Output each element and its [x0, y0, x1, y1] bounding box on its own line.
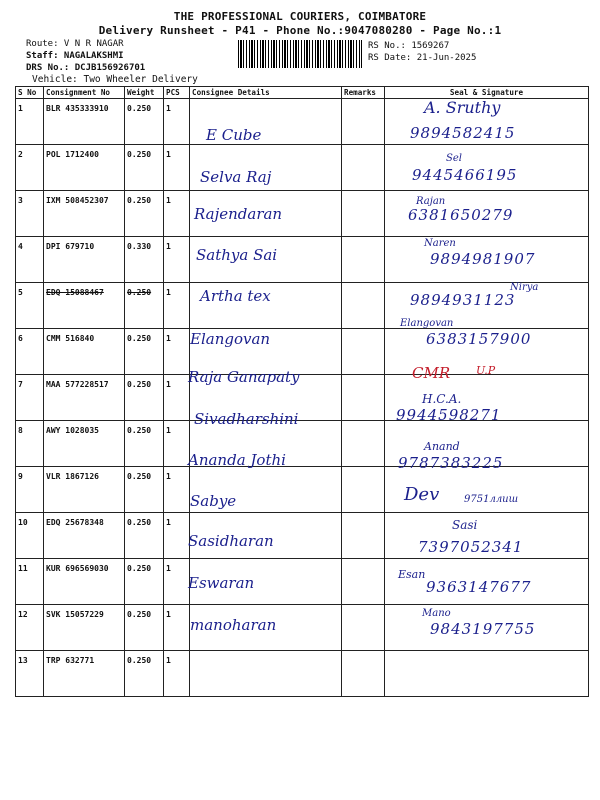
cell-remarks	[342, 421, 385, 467]
cell-pcs: 1	[164, 513, 190, 559]
cell-consignment: EDQ 15088467	[44, 283, 125, 329]
cell-remarks	[342, 145, 385, 191]
cell-pcs: 1	[164, 605, 190, 651]
cell-sno: 4	[16, 237, 44, 283]
cell-sno: 2	[16, 145, 44, 191]
cell-weight: 0.330	[125, 237, 164, 283]
handwritten-signature: Naren	[424, 238, 456, 249]
cell-remarks	[342, 283, 385, 329]
cell-remarks	[342, 605, 385, 651]
handwritten-signature: Sel	[446, 153, 462, 164]
handwritten-name: Sivadharshini	[194, 410, 299, 428]
handwritten-signature: U.P	[476, 364, 496, 377]
cell-sno: 11	[16, 559, 44, 605]
cell-pcs: 1	[164, 651, 190, 697]
cell-weight: 0.250	[125, 283, 164, 329]
col-header-signature: Seal & Signature	[385, 87, 589, 99]
handwritten-phone: 9787383225	[398, 454, 504, 472]
handwritten-name: Sasidharan	[188, 532, 274, 550]
cell-weight: 0.250	[125, 99, 164, 145]
handwritten-phone: 9751ллиш	[464, 494, 519, 505]
handwritten-name: Ananda Jothi	[188, 451, 286, 469]
cell-pcs: 1	[164, 99, 190, 145]
cell-consignment: SVK 15057229	[44, 605, 125, 651]
handwritten-name: Raja Ganapaty	[188, 368, 300, 386]
handwritten-name: Elangovan	[190, 330, 271, 348]
handwritten-phone: 9894981907	[430, 250, 536, 268]
table-row	[16, 467, 589, 513]
cell-weight: 0.250	[125, 605, 164, 651]
cell-consignment: VLR 1867126	[44, 467, 125, 513]
cell-weight: 0.250	[125, 421, 164, 467]
handwritten-signature: H.C.A.	[422, 392, 462, 406]
cell-pcs: 1	[164, 145, 190, 191]
cell-pcs: 1	[164, 375, 190, 421]
cell-weight: 0.250	[125, 145, 164, 191]
table-header-row	[16, 87, 589, 99]
handwritten-signature: CMR	[412, 364, 451, 382]
handwritten-phone: 6381650279	[408, 206, 514, 224]
cell-consignment: IXM 508452307	[44, 191, 125, 237]
drs-number: DRS No.: DCJB156926701	[26, 63, 146, 73]
cell-pcs: 1	[164, 237, 190, 283]
cell-weight: 0.250	[125, 375, 164, 421]
cell-consignment: MAA 577228517	[44, 375, 125, 421]
handwritten-signature: Mano	[422, 608, 451, 619]
company-title: THE PROFESSIONAL COURIERS, COIMBATORE	[173, 10, 427, 23]
handwritten-signature: A. Sruthy	[424, 98, 501, 117]
handwritten-signature: Elangovan	[400, 318, 454, 329]
cell-sno: 13	[16, 651, 44, 697]
cell-remarks	[342, 191, 385, 237]
handwritten-signature: Dev	[404, 484, 440, 505]
col-header-weight: Weight	[125, 87, 164, 99]
handwritten-name: manoharan	[190, 616, 277, 634]
handwritten-phone: 6383157900	[426, 330, 532, 348]
handwritten-signature: Anand	[424, 440, 460, 453]
cell-consignment: AWY 1028035	[44, 421, 125, 467]
col-header-pcs: PCS	[164, 87, 190, 99]
cell-remarks	[342, 329, 385, 375]
cell-remarks	[342, 237, 385, 283]
cell-signature	[385, 651, 589, 697]
cell-sno: 12	[16, 605, 44, 651]
cell-weight: 0.250	[125, 467, 164, 513]
cell-sno: 7	[16, 375, 44, 421]
handwritten-phone: 9363147677	[426, 578, 532, 596]
col-header-consignment: Consignment No	[44, 87, 125, 99]
rs-date: RS Date: 21-Jun-2025	[368, 53, 477, 63]
cell-sno: 6	[16, 329, 44, 375]
handwritten-phone: 9944598271	[396, 406, 502, 424]
table-row	[16, 651, 589, 697]
cell-consignment: BLR 435333910	[44, 99, 125, 145]
cell-remarks	[342, 99, 385, 145]
rs-number: RS No.: 1569267	[368, 41, 450, 51]
handwritten-phone: 9445466195	[412, 166, 518, 184]
cell-weight: 0.250	[125, 559, 164, 605]
cell-sno: 3	[16, 191, 44, 237]
handwritten-phone: 9843197755	[430, 620, 536, 638]
cell-pcs: 1	[164, 559, 190, 605]
cell-pcs: 1	[164, 283, 190, 329]
cell-pcs: 1	[164, 191, 190, 237]
vehicle-label: Vehicle: Two Wheeler Delivery	[32, 74, 198, 85]
handwritten-name: E Cube	[206, 126, 262, 144]
cell-sno: 8	[16, 421, 44, 467]
handwritten-name: Selva Raj	[200, 168, 272, 186]
handwritten-name: Artha tex	[200, 287, 271, 305]
cell-consignment: EDQ 25678348	[44, 513, 125, 559]
cell-sno: 10	[16, 513, 44, 559]
cell-weight: 0.250	[125, 651, 164, 697]
col-header-remarks: Remarks	[342, 87, 385, 99]
handwritten-phone: 9894931123	[410, 291, 516, 309]
cell-consignee	[190, 651, 342, 697]
handwritten-phone: 7397052341	[418, 538, 524, 556]
cell-pcs: 1	[164, 329, 190, 375]
route-label: Route: V N R NAGAR	[26, 39, 124, 49]
table-row	[16, 375, 589, 421]
cell-consignment: KUR 696569030	[44, 559, 125, 605]
handwritten-name: Eswaran	[188, 574, 255, 592]
barcode-image	[238, 40, 362, 68]
cell-consignment: DPI 679710	[44, 237, 125, 283]
col-header-consignee: Consignee Details	[190, 87, 342, 99]
cell-consignment: TRP 632771	[44, 651, 125, 697]
staff-label: Staff: NAGALAKSHMI	[26, 51, 124, 61]
cell-sno: 5	[16, 283, 44, 329]
handwritten-signature: Rajan	[416, 196, 446, 207]
handwritten-name: Rajendaran	[194, 205, 283, 223]
cell-sno: 9	[16, 467, 44, 513]
handwritten-name: Sabye	[190, 492, 237, 510]
runsheet-subtitle: Delivery Runsheet - P41 - Phone No.:9047080280 - Page No.:1	[98, 24, 502, 37]
cell-consignment: POL 1712400	[44, 145, 125, 191]
cell-pcs: 1	[164, 421, 190, 467]
handwritten-phone: 9894582415	[410, 124, 516, 142]
cell-remarks	[342, 513, 385, 559]
cell-remarks	[342, 559, 385, 605]
handwritten-signature: Nirya	[510, 282, 539, 293]
cell-weight: 0.250	[125, 191, 164, 237]
handwritten-signature: Esan	[398, 568, 426, 581]
cell-remarks	[342, 375, 385, 421]
col-header-sno: S No	[16, 87, 44, 99]
cell-weight: 0.250	[125, 329, 164, 375]
cell-pcs: 1	[164, 467, 190, 513]
cell-weight: 0.250	[125, 513, 164, 559]
cell-sno: 1	[16, 99, 44, 145]
cell-remarks	[342, 651, 385, 697]
cell-remarks	[342, 467, 385, 513]
handwritten-name: Sathya Sai	[196, 246, 278, 264]
handwritten-signature: Sasi	[452, 518, 478, 532]
cell-consignment: CMM 516840	[44, 329, 125, 375]
